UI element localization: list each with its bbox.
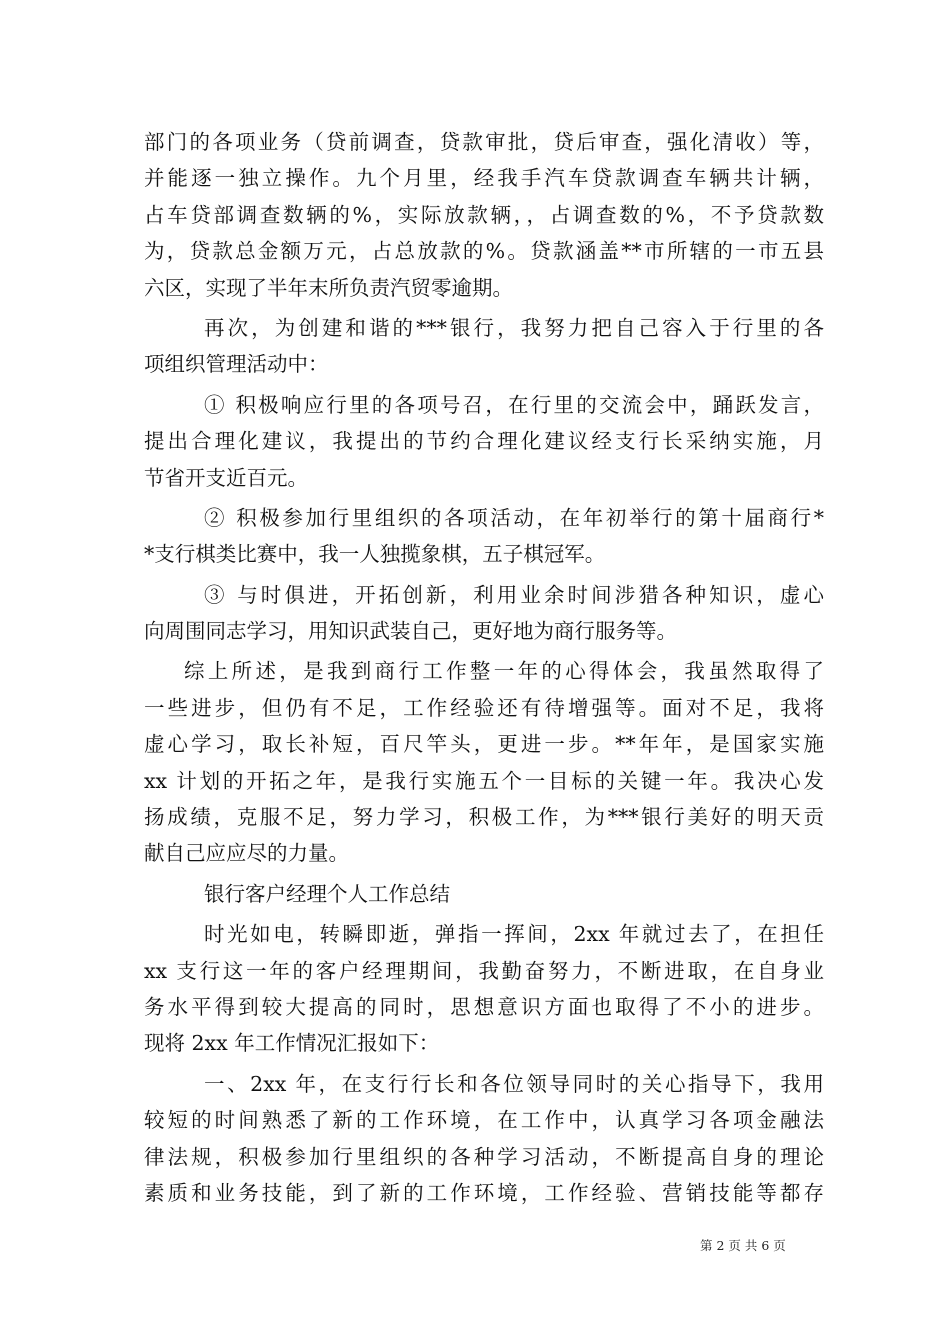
text-line: 六区，实现了半年末所负责汽贸零逾期。 [144, 275, 513, 300]
text-line: 虚心学习，取长补短，百尺竿头，更进一步。**年年，是国家实施 [144, 732, 824, 757]
text-line: 并能逐一独立操作。九个月里，经我手汽车贷款调查车辆共计辆， [144, 166, 824, 191]
text-line: 献自己应应尽的力量。 [144, 841, 349, 866]
text-line: xx 计划的开拓之年，是我行实施五个一目标的关键一年。我决心发 [144, 768, 824, 793]
text-line: 一些进步，但仍有不足，工作经验还有待增强等。面对不足，我将 [144, 695, 824, 720]
text-line: 节省开支近百元。 [144, 465, 308, 490]
text-line: 部门的各项业务（贷前调查，贷款审批，贷后审查，强化清收）等， [144, 130, 824, 154]
text-line: 一、2xx 年，在支行行长和各位领导同时的关心指导下，我用 [204, 1071, 824, 1096]
text-line: 再次，为创建和谐的***银行，我努力把自己容入于行里的各 [204, 315, 824, 340]
section-heading: 银行客户经理个人工作总结 [204, 881, 450, 906]
text-line: 向周围同志学习，用知识武装自己，更好地为商行服务等。 [144, 619, 677, 644]
text-line: ③ 与时俱进，开拓创新，利用业余时间涉猎各种知识，虚心 [204, 582, 824, 607]
text-line: 提出合理化建议，我提出的节约合理化建议经支行长采纳实施，月 [144, 429, 824, 454]
text-line: 时光如电，转瞬即逝，弹指一挥间，2xx 年就过去了，在担任 [204, 922, 824, 947]
text-line: 律法规，积极参加行里组织的各种学习活动，不断提高自身的理论 [144, 1144, 824, 1169]
text-line: 项组织管理活动中： [144, 352, 329, 377]
text-line: 素质和业务技能，到了新的工作环境，工作经验、营销技能等都存 [144, 1180, 824, 1205]
text-line: 较短的时间熟悉了新的工作环境，在工作中，认真学习各项金融法 [144, 1108, 824, 1133]
page-number: 第 2 页 共 6 页 [700, 1238, 786, 1253]
text-line: 为，贷款总金额万元，占总放款的%。贷款涵盖**市所辖的一市五县 [144, 239, 824, 264]
text-line: *支行棋类比赛中，我一人独揽象棋，五子棋冠军。 [144, 542, 606, 567]
body-text [144, 124, 824, 1211]
text-line: 占车贷部调查数辆的%，实际放款辆，，占调查数的%，不予贷款数 [144, 202, 824, 227]
text-line: 综上所述，是我到商行工作整一年的心得体会，我虽然取得了 [184, 659, 824, 684]
text-line: ② 积极参加行里组织的各项活动，在年初举行的第十届商行* [204, 505, 824, 530]
text-line: 务水平得到较大提高的同时，思想意识方面也取得了不小的进步。 [144, 994, 824, 1019]
text-line: xx 支行这一年的客户经理期间，我勤奋努力，不断进取，在自身业 [144, 958, 824, 983]
text-line: 现将 2xx 年工作情况汇报如下： [144, 1031, 440, 1056]
text-line: ① 积极响应行里的各项号召，在行里的交流会中，踊跃发言， [204, 392, 824, 417]
text-line: 扬成绩，克服不足，努力学习，积极工作，为***银行美好的明天贡 [144, 805, 824, 830]
